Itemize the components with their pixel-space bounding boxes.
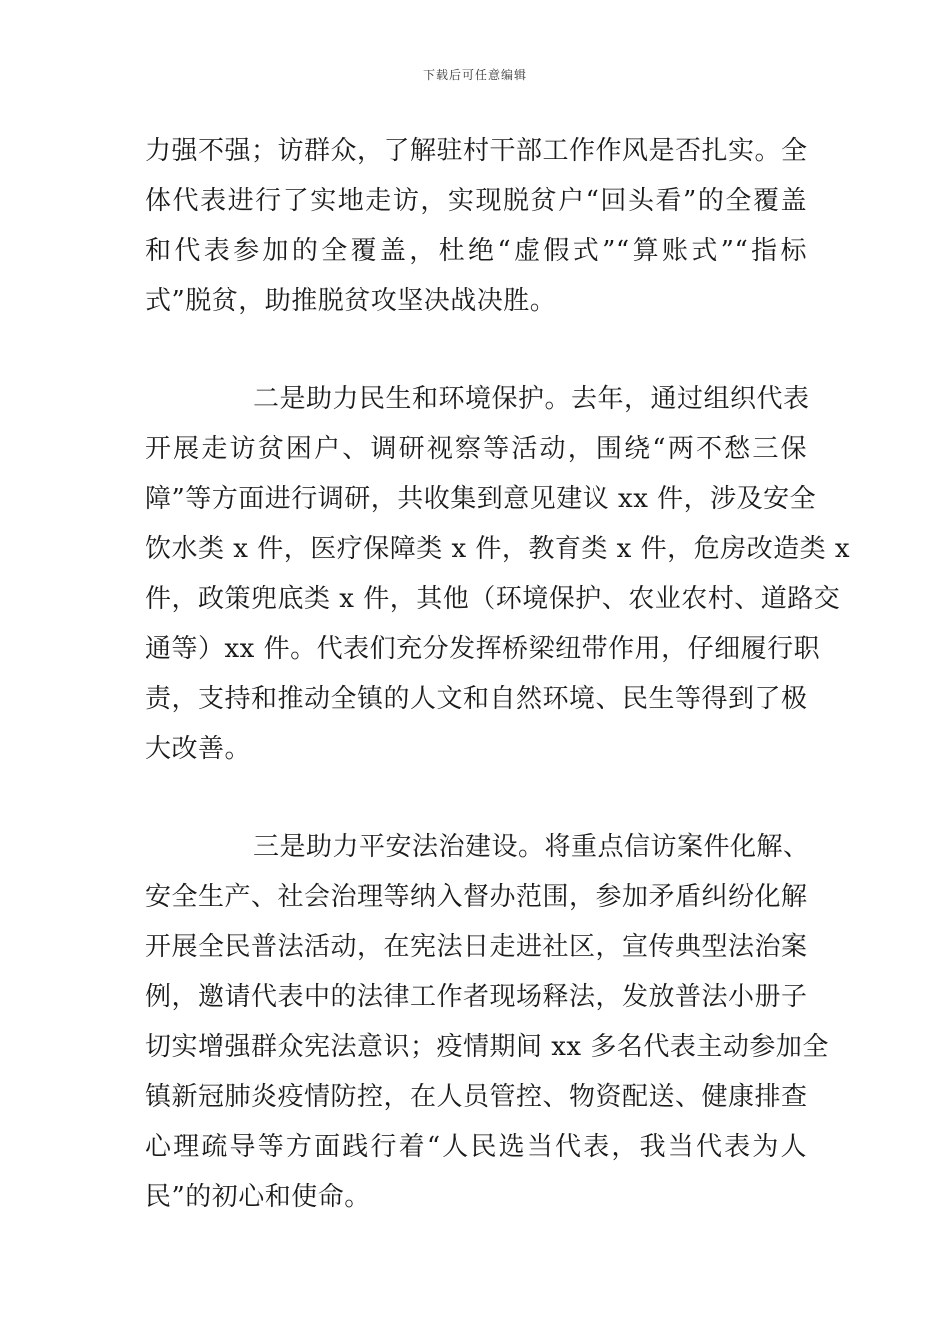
- paragraph-3: [145, 822, 829, 1222]
- paragraph-line: 式”脱贫，助推脱贫攻坚决战决胜。: [145, 286, 557, 316]
- paragraph-line: 障”等方面进行调研，共收集到意见建议 xx 件，涉及安全: [145, 484, 817, 514]
- paragraph-2: [145, 374, 851, 774]
- paragraph-line: 开展全民普法活动，在宪法日走进社区，宣传典型法治案: [145, 932, 808, 962]
- paragraph-line: 饮水类 x 件，医疗保障类 x 件，教育类 x 件，危房改造类 x: [145, 534, 851, 564]
- paragraph-line: 心理疏导等方面践行着“人民选当代表，我当代表为人: [145, 1132, 807, 1162]
- paragraph-line: 二是助力民生和环境保护。去年，通过组织代表: [253, 384, 810, 414]
- paragraph-line: 镇新冠肺炎疫情防控，在人员管控、物资配送、健康排查: [145, 1082, 808, 1112]
- paragraph-line: 力强不强；访群众，了解驻村干部工作作风是否扎实。全: [145, 136, 808, 166]
- paragraph-line: 和代表参加的全覆盖，杜绝“虚假式”“算账式”“指标: [145, 236, 807, 266]
- paragraph-line: 体代表进行了实地走访，实现脱贫户“回头看”的全覆盖: [145, 186, 807, 216]
- paragraph-line: 责，支持和推动全镇的人文和自然环境、民生等得到了极: [145, 684, 808, 714]
- page-header: 下载后可任意编辑: [422, 68, 527, 82]
- paragraph-line: 例，邀请代表中的法律工作者现场释法，发放普法小册子: [145, 982, 808, 1012]
- paragraph-line: 通等）xx 件。代表们充分发挥桥梁纽带作用，仔细履行职: [145, 634, 821, 664]
- paragraph-line: 大改善。: [145, 734, 252, 764]
- paragraph-line: 切实增强群众宪法意识；疫情期间 xx 多名代表主动参加全: [145, 1032, 829, 1062]
- paragraph-line: 三是助力平安法治建设。将重点信访案件化解、: [253, 832, 810, 862]
- paragraph-line: 件，政策兜底类 x 件，其他（环境保护、农业农村、道路交: [145, 584, 841, 614]
- paragraph-1: [145, 126, 807, 326]
- paragraph-line: 安全生产、社会治理等纳入督办范围，参加矛盾纠纷化解: [145, 882, 808, 912]
- paragraph-line: 民”的初心和使命。: [145, 1182, 371, 1212]
- paragraph-line: 开展走访贫困户、调研视察等活动，围绕“两不愁三保: [145, 434, 807, 464]
